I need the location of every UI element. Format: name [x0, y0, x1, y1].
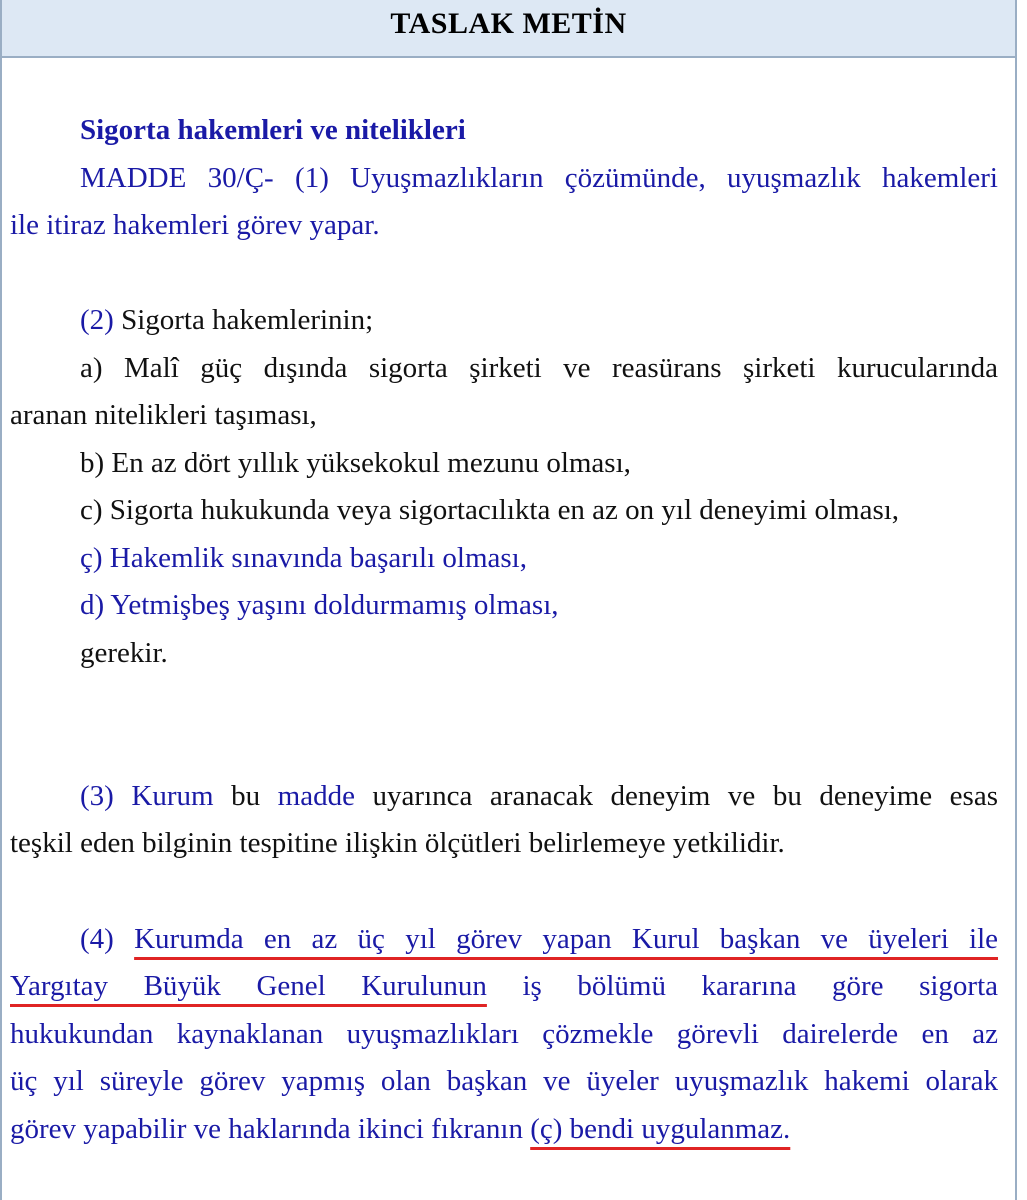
item-cc: ç) Hakemlik sınavında başarılı olması,	[80, 542, 527, 574]
frame-border-left	[0, 58, 2, 1200]
paragraph-4-line-3: hukukundan kaynaklanan uyuşmazlıkları çözmekle görevli dairelerde en az	[10, 1018, 998, 1050]
paragraph-3-line-2: teşkil eden bilginin tespitine ilişkin ölçütleri belirlemeye yetkilidir.	[10, 827, 785, 859]
paragraph-1-line-1: MADDE 30/Ç- (1) Uyuşmazlıkların çözümünde, uyuşmazlık hakemleri	[80, 162, 998, 194]
paragraph-2-end: gerekir.	[80, 637, 168, 669]
paragraph-3-text-a: bu	[213, 780, 278, 812]
item-a-line-1: a) Malî güç dışında sigorta şirketi ve reasürans şirketi kurucularında	[80, 352, 998, 384]
paragraph-3-text-b: uyarınca aranacak deneyim ve bu deneyime esas	[354, 780, 998, 812]
paragraph-4-line-5	[10, 1111, 998, 1147]
frame-border-right	[1015, 58, 1017, 1200]
paragraph-4-line-4: üç yıl süreyle görev yapmış olan başkan ve üyeler uyuşmazlık hakemi olarak	[10, 1065, 998, 1097]
paragraph-1-line-2: ile itiraz hakemleri görev yapar.	[10, 209, 380, 241]
item-b: b) En az dört yıllık yüksekokul mezunu olması,	[80, 447, 631, 479]
item-a-line-2: aranan nitelikleri taşıması,	[10, 399, 317, 431]
paragraph-2-intro	[80, 302, 998, 338]
item-d: d) Yetmişbeş yaşını doldurmamış olması,	[80, 589, 559, 621]
paragraph-4-number: (4)	[80, 923, 114, 955]
paragraph-4-line-2-rest: iş bölümü kararına göre sigorta	[486, 970, 999, 1002]
paragraph-3-line-1	[80, 778, 998, 814]
item-c: c) Sigorta hukukunda veya sigortacılıkta en az on yıl deneyimi olması,	[80, 494, 900, 526]
term-kurum: Kurum	[113, 780, 214, 812]
underlined-text-1: Kurumda en az üç yıl görev yapan Kurul başkan ve üyeleri ile	[134, 923, 999, 955]
article-heading: Sigorta hakemleri ve nitelikleri	[80, 114, 466, 146]
header-bar	[0, 0, 1017, 58]
underlined-text-2: Yargıtay Büyük Genel Kurulunun	[10, 970, 487, 1002]
paragraph-4-line-5-text: görev yapabilir ve haklarında ikinci fıkranın	[10, 1113, 531, 1145]
paragraph-2-intro-text: Sigorta hakemlerinin;	[113, 304, 374, 336]
paragraph-4-line-2	[10, 968, 998, 1004]
paragraph-4-line-1	[80, 921, 998, 957]
term-madde: madde	[277, 780, 355, 812]
page-title: TASLAK METİN	[390, 7, 627, 40]
paragraph-2-number: (2)	[80, 304, 114, 336]
underlined-text-3: (ç) bendi uygulanmaz.	[530, 1113, 791, 1145]
paragraph-3-number: (3)	[80, 780, 114, 812]
